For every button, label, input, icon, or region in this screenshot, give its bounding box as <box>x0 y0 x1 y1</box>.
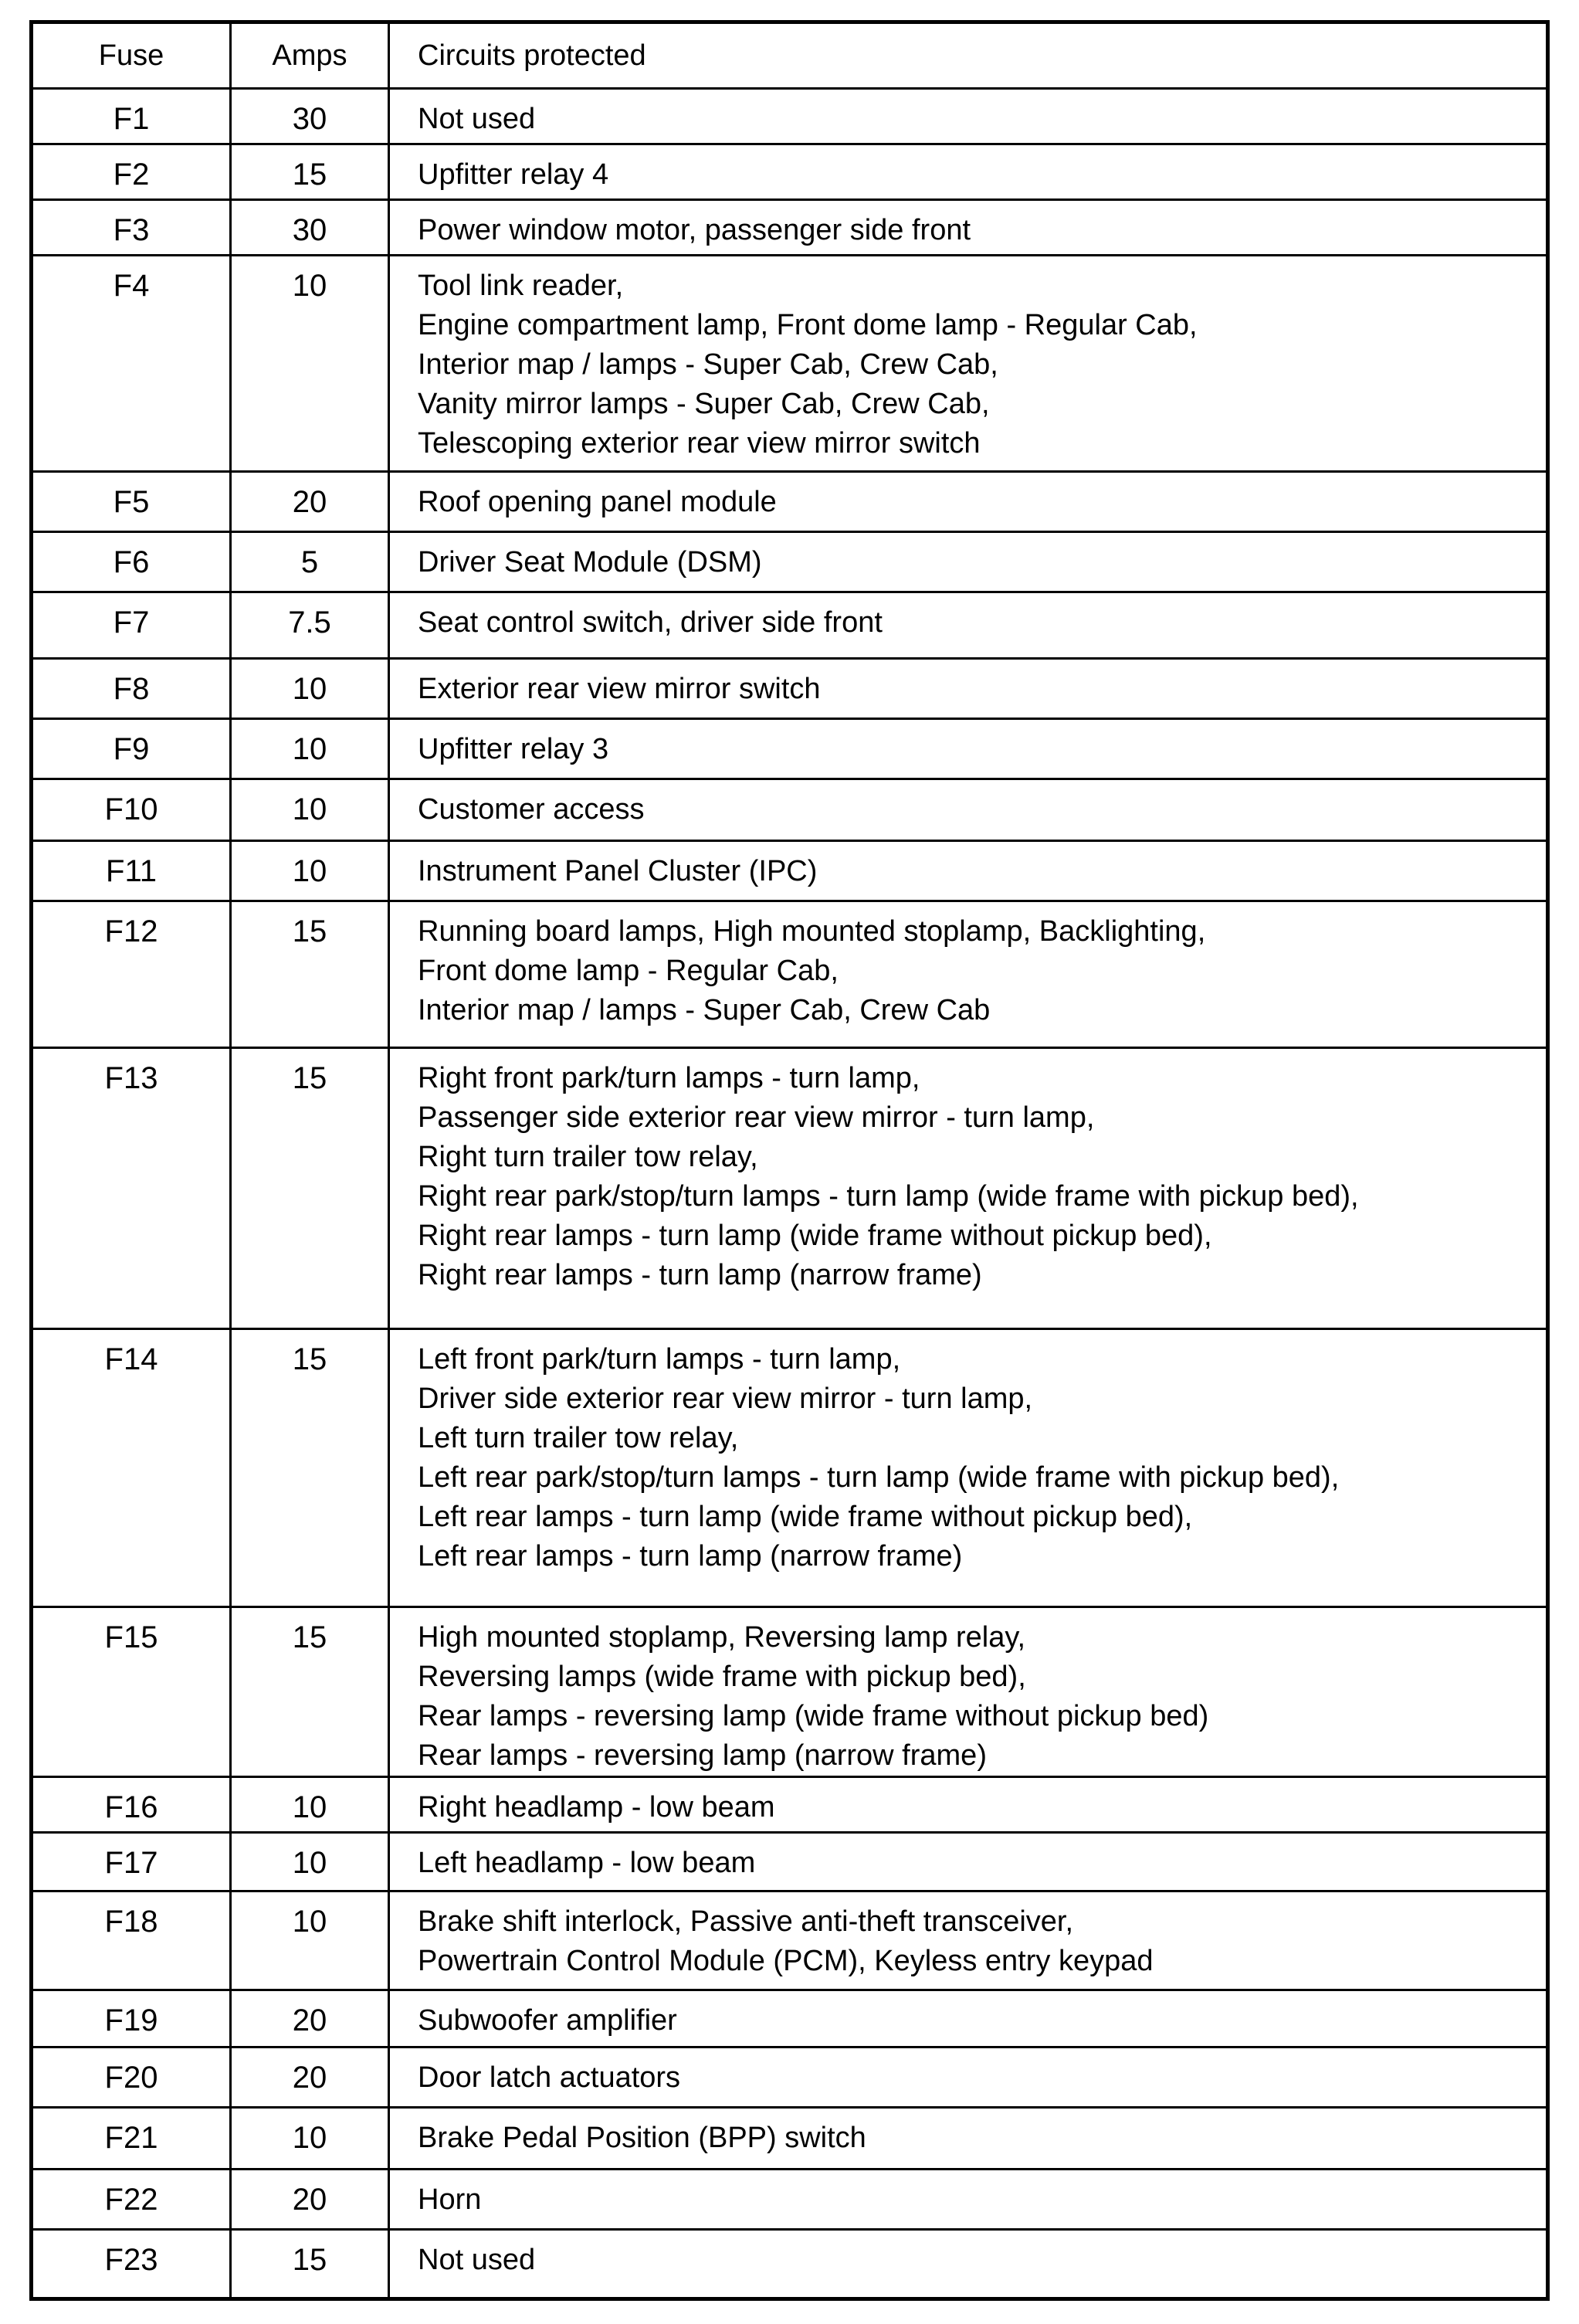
circuits-cell <box>389 1833 1548 1891</box>
circuit-line: Upfitter relay 3 <box>418 733 609 765</box>
fuse-cell: F6 <box>32 532 231 592</box>
fuse-cell: F3 <box>32 200 231 256</box>
circuits-cell <box>389 1329 1548 1607</box>
fuse-cell: F2 <box>32 144 231 200</box>
circuit-line: Right rear park/stop/turn lamps - turn lamp (wide frame with pickup bed), <box>418 1180 1359 1213</box>
circuit-line: Left headlamp - low beam <box>418 1847 756 1879</box>
circuit-line: Right rear lamps - turn lamp (wide frame without pickup bed), <box>418 1220 1212 1252</box>
circuit-line: Not used <box>418 2244 536 2276</box>
circuit-line: High mounted stoplamp, Reversing lamp relay, <box>418 1621 1026 1654</box>
circuit-line: Right headlamp - low beam <box>418 1791 775 1824</box>
table-row <box>32 1329 1548 1607</box>
circuits-cell <box>389 1777 1548 1833</box>
circuit-line: Running board lamps, High mounted stoplamp, Backlighting, <box>418 915 1206 948</box>
fuse-cell: F4 <box>32 256 231 472</box>
fuse-cell: F8 <box>32 659 231 719</box>
table-row <box>32 1777 1548 1833</box>
circuits-cell <box>389 2230 1548 2299</box>
table-row <box>32 659 1548 719</box>
circuit-line: Telescoping exterior rear view mirror switch <box>418 427 981 460</box>
circuits-cell <box>389 89 1548 144</box>
circuit-line: Customer access <box>418 793 645 826</box>
circuits-cell <box>389 1607 1548 1777</box>
circuits-cell <box>389 841 1548 901</box>
table-row <box>32 89 1548 144</box>
header-row <box>32 22 1548 89</box>
table-row <box>32 901 1548 1048</box>
fuse-cell: F20 <box>32 2047 231 2108</box>
table-row <box>32 2170 1548 2230</box>
circuit-line: Rear lamps - reversing lamp (narrow frame) <box>418 1739 987 1772</box>
table-row <box>32 200 1548 256</box>
circuit-line: Left rear park/stop/turn lamps - turn lamp (wide frame with pickup bed), <box>418 1461 1340 1494</box>
fuse-cell: F5 <box>32 472 231 532</box>
circuit-line: Horn <box>418 2183 482 2216</box>
amps-cell: 15 <box>231 144 389 200</box>
fuse-cell: F12 <box>32 901 231 1048</box>
amps-cell: 10 <box>231 841 389 901</box>
circuit-line: Engine compartment lamp, Front dome lamp - Regular Cab, <box>418 309 1198 341</box>
fuse-cell: F15 <box>32 1607 231 1777</box>
circuits-cell <box>389 2108 1548 2170</box>
circuit-line: Subwoofer amplifier <box>418 2004 677 2037</box>
amps-cell: 15 <box>231 1607 389 1777</box>
table-row <box>32 2108 1548 2170</box>
circuits-cell <box>389 2047 1548 2108</box>
fuse-cell: F13 <box>32 1048 231 1329</box>
circuit-line: Right front park/turn lamps - turn lamp, <box>418 1062 920 1094</box>
table-row <box>32 779 1548 841</box>
circuit-line: Roof opening panel module <box>418 486 777 518</box>
circuit-line: Driver side exterior rear view mirror - turn lamp, <box>418 1383 1033 1415</box>
circuit-line: Right turn trailer tow relay, <box>418 1141 758 1173</box>
circuits-cell <box>389 779 1548 841</box>
fuse-cell: F9 <box>32 719 231 779</box>
amps-cell: 7.5 <box>231 592 389 659</box>
amps-cell: 20 <box>231 2170 389 2230</box>
fuse-table <box>29 20 1550 2301</box>
amps-cell: 10 <box>231 1891 389 1990</box>
table-row <box>32 1048 1548 1329</box>
circuit-line: Passenger side exterior rear view mirror - turn lamp, <box>418 1101 1095 1134</box>
circuit-line: Exterior rear view mirror switch <box>418 673 821 705</box>
fuse-cell: F18 <box>32 1891 231 1990</box>
circuit-line: Front dome lamp - Regular Cab, <box>418 955 839 987</box>
circuit-line: Left rear lamps - turn lamp (wide frame without pickup bed), <box>418 1501 1193 1533</box>
fuse-table-body <box>32 89 1548 2299</box>
circuit-line: Seat control switch, driver side front <box>418 606 883 639</box>
amps-cell: 20 <box>231 1990 389 2047</box>
circuit-line: Door latch actuators <box>418 2061 681 2094</box>
table-row <box>32 144 1548 200</box>
circuit-line: Interior map / lamps - Super Cab, Crew Cab <box>418 994 991 1026</box>
table-row <box>32 1891 1548 1990</box>
circuit-line: Tool link reader, <box>418 270 624 302</box>
amps-cell: 30 <box>231 200 389 256</box>
amps-cell: 10 <box>231 779 389 841</box>
amps-cell: 5 <box>231 532 389 592</box>
circuit-line: Brake Pedal Position (BPP) switch <box>418 2122 866 2154</box>
amps-cell: 30 <box>231 89 389 144</box>
circuit-line: Driver Seat Module (DSM) <box>418 546 762 578</box>
table-row <box>32 1990 1548 2047</box>
fuse-cell: F10 <box>32 779 231 841</box>
amps-cell: 20 <box>231 472 389 532</box>
amps-cell: 10 <box>231 1833 389 1891</box>
circuit-line: Left rear lamps - turn lamp (narrow frame) <box>418 1540 963 1573</box>
table-row <box>32 1607 1548 1777</box>
circuit-line: Vanity mirror lamps - Super Cab, Crew Cab, <box>418 388 990 420</box>
table-row <box>32 719 1548 779</box>
circuit-line: Right rear lamps - turn lamp (narrow frame) <box>418 1259 982 1291</box>
fuse-cell: F14 <box>32 1329 231 1607</box>
fuse-cell: F7 <box>32 592 231 659</box>
fuse-cell: F1 <box>32 89 231 144</box>
amps-cell: 20 <box>231 2047 389 2108</box>
amps-cell: 10 <box>231 719 389 779</box>
amps-cell: 15 <box>231 1048 389 1329</box>
fuse-cell: F11 <box>32 841 231 901</box>
circuits-cell <box>389 256 1548 472</box>
amps-cell: 10 <box>231 2108 389 2170</box>
table-row <box>32 472 1548 532</box>
fuse-cell: F16 <box>32 1777 231 1833</box>
circuits-cell <box>389 901 1548 1048</box>
circuit-line: Power window motor, passenger side front <box>418 214 971 246</box>
circuit-line: Powertrain Control Module (PCM), Keyless entry keypad <box>418 1945 1154 1977</box>
circuits-cell <box>389 592 1548 659</box>
table-row <box>32 1833 1548 1891</box>
circuits-cell <box>389 1048 1548 1329</box>
amps-cell: 15 <box>231 2230 389 2299</box>
circuits-cell <box>389 1990 1548 2047</box>
circuit-line: Not used <box>418 103 536 135</box>
fuse-cell: F21 <box>32 2108 231 2170</box>
table-row <box>32 841 1548 901</box>
circuits-cell <box>389 719 1548 779</box>
circuits-cell <box>389 472 1548 532</box>
table-row <box>32 2047 1548 2108</box>
table-row <box>32 532 1548 592</box>
circuit-line: Rear lamps - reversing lamp (wide frame without pickup bed) <box>418 1700 1209 1732</box>
circuit-line: Upfitter relay 4 <box>418 158 609 191</box>
circuits-cell <box>389 532 1548 592</box>
table-row <box>32 2230 1548 2299</box>
circuits-cell <box>389 659 1548 719</box>
amps-cell: 10 <box>231 659 389 719</box>
header-circuits: Circuits protected <box>389 22 1548 89</box>
circuit-line: Left front park/turn lamps - turn lamp, <box>418 1343 901 1376</box>
circuit-line: Instrument Panel Cluster (IPC) <box>418 855 818 887</box>
table-row <box>32 592 1548 659</box>
table-row <box>32 256 1548 472</box>
amps-cell: 15 <box>231 901 389 1048</box>
fuse-cell: F17 <box>32 1833 231 1891</box>
circuit-line: Brake shift interlock, Passive anti-theft transceiver, <box>418 1905 1074 1938</box>
amps-cell: 10 <box>231 1777 389 1833</box>
header-amps: Amps <box>231 22 389 89</box>
circuits-cell <box>389 200 1548 256</box>
amps-cell: 10 <box>231 256 389 472</box>
amps-cell: 15 <box>231 1329 389 1607</box>
header-fuse: Fuse <box>32 22 231 89</box>
fuse-cell: F22 <box>32 2170 231 2230</box>
fuse-cell: F23 <box>32 2230 231 2299</box>
circuits-cell <box>389 2170 1548 2230</box>
circuits-cell <box>389 1891 1548 1990</box>
circuit-line: Left turn trailer tow relay, <box>418 1422 739 1454</box>
fuse-cell: F19 <box>32 1990 231 2047</box>
circuit-line: Reversing lamps (wide frame with pickup bed), <box>418 1661 1026 1693</box>
circuits-cell <box>389 144 1548 200</box>
circuit-line: Interior map / lamps - Super Cab, Crew Cab, <box>418 348 998 381</box>
